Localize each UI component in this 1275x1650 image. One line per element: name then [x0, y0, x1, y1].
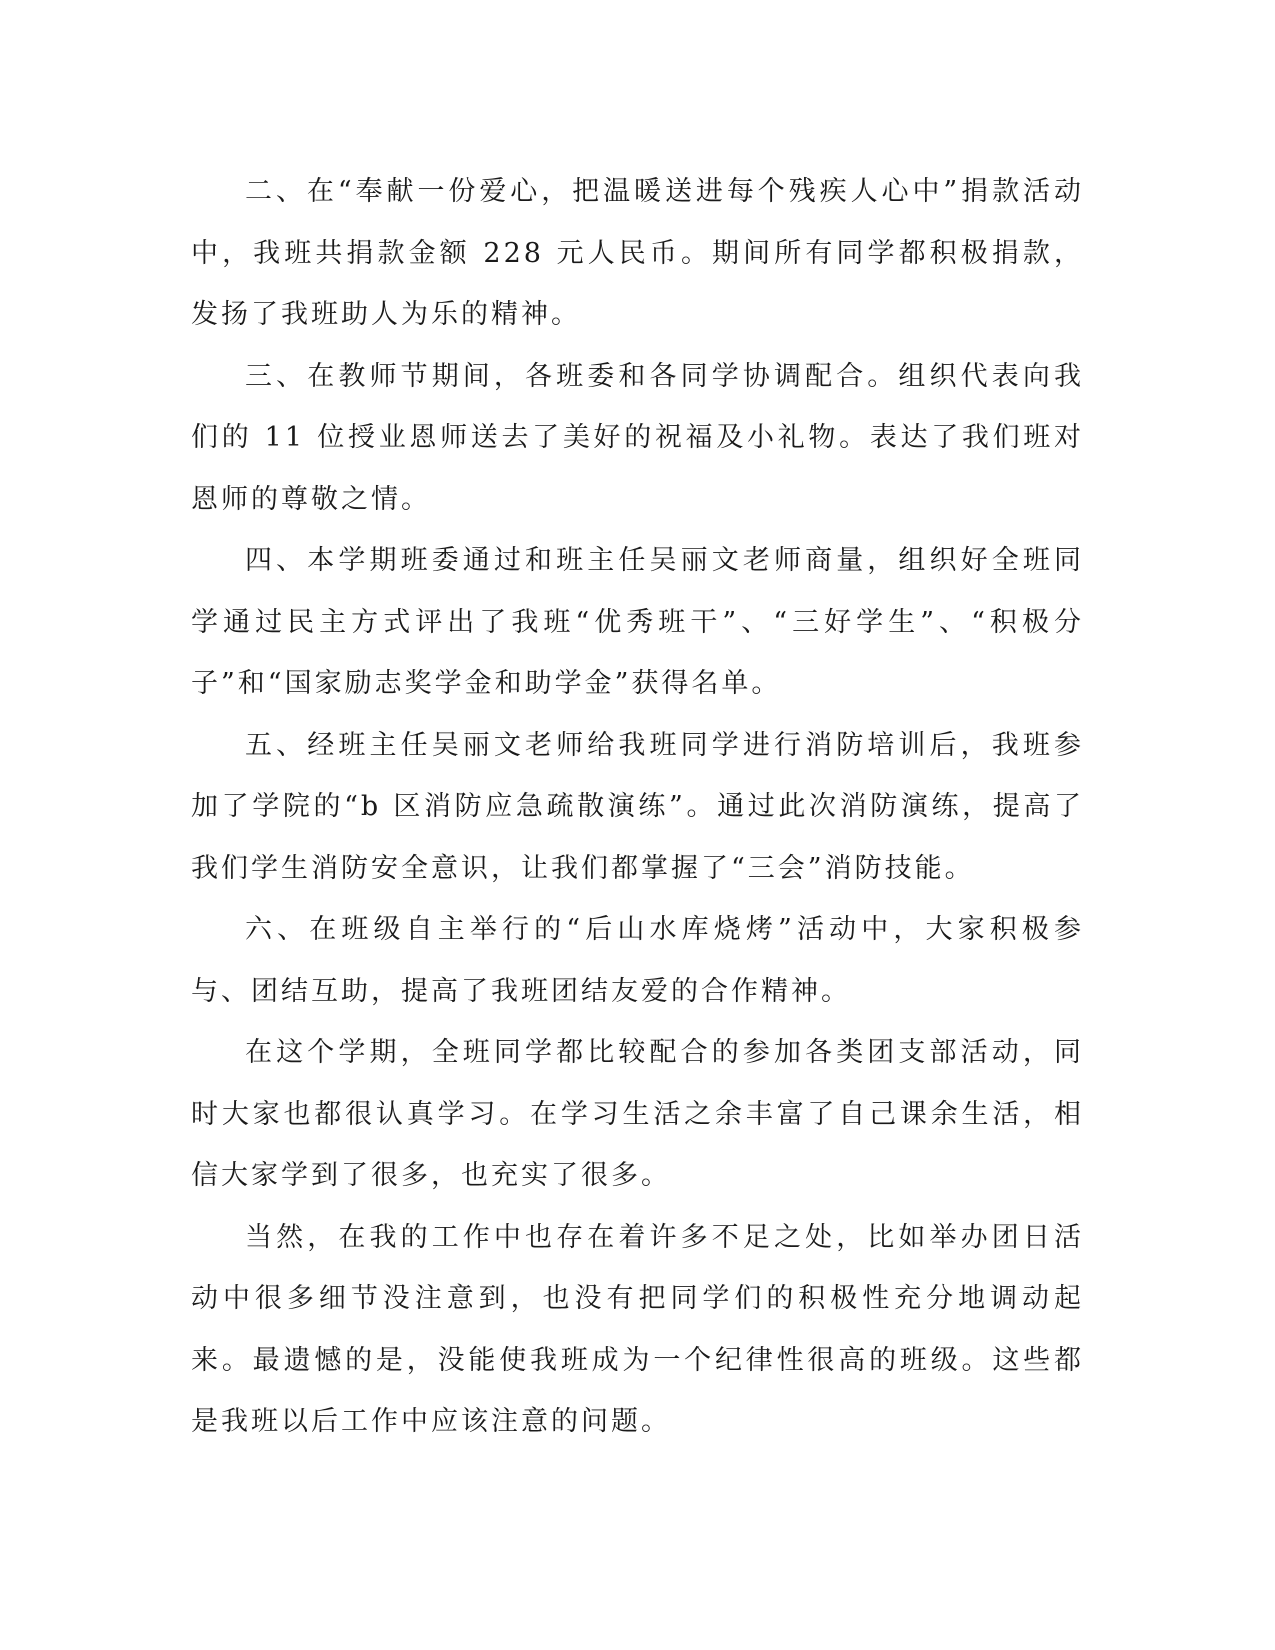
paragraph-semester-summary: 在这个学期，全班同学都比较配合的参加各类团支部活动，同时大家也都很认真学习。在学习生活之余丰富了自己课余生活，相信大家学到了很多，也充实了很多。: [191, 1037, 1084, 1191]
paragraph-shortcomings: 当然，在我的工作中也存在着许多不足之处，比如举办团日活动中很多细节没注意到，也没有把同学们的积极性充分地调动起来。最遗憾的是，没能使我班成为一个纪律性很高的班级。这些都是我班以后工作中应该注意的问题。: [191, 1221, 1084, 1437]
paragraph-awards: 四、本学期班委通过和班主任吴丽文老师商量，组织好全班同学通过民主方式评出了我班“优秀班干”、“三好学生”、“积极分子”和“国家励志奖学金和助学金”获得名单。: [191, 545, 1084, 699]
paragraph-fire-drill: 五、经班主任吴丽文老师给我班同学进行消防培训后，我班参加了学院的“b 区消防应急疏散演练”。通过此次消防演练，提高了我们学生消防安全意识，让我们都掌握了“三会”消防技能。: [191, 729, 1084, 884]
paragraph-donation: 二、在“奉献一份爱心，把温暖送进每个残疾人心中”捐款活动中，我班共捐款金额 228 元人民币。期间所有同学都积极捐款，发扬了我班助人为乐的精神。: [191, 176, 1084, 330]
paragraph-teachers-day: 三、在教师节期间，各班委和各同学协调配合。组织代表向我们的 11 位授业恩师送去了美好的祝福及小礼物。表达了我们班对恩师的尊敬之情。: [191, 360, 1084, 515]
document-body: [191, 161, 1084, 1453]
paragraph-barbecue: 六、在班级自主举行的“后山水库烧烤”活动中，大家积极参与、团结互助，提高了我班团结友爱的合作精神。: [191, 914, 1084, 1007]
